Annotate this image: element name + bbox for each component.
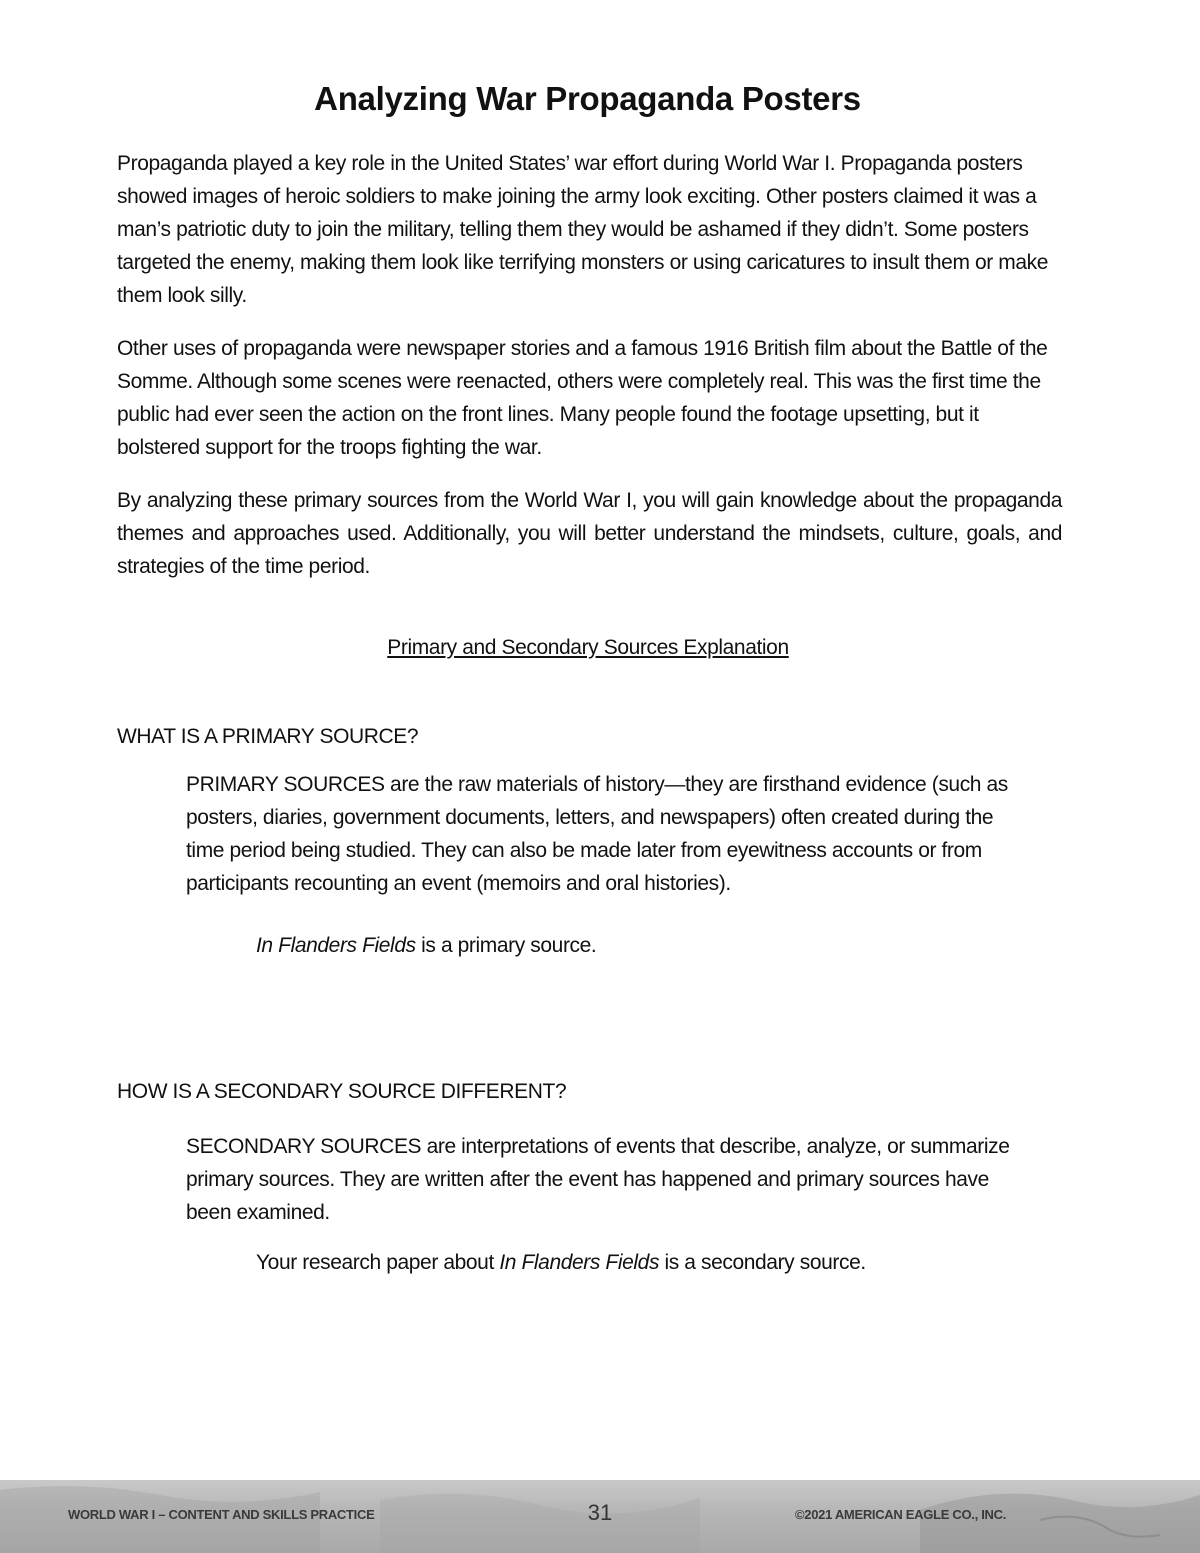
primary-example-text: is a primary source. xyxy=(415,934,597,957)
footer-band xyxy=(0,1480,1200,1553)
footer-series-title: WORLD WAR I – CONTENT AND SKILLS PRACTICE xyxy=(68,1507,375,1522)
secondary-example-pre: Your research paper about xyxy=(256,1251,500,1274)
footer-copyright: ©2021 AMERICAN EAGLE CO., INC. xyxy=(795,1507,1007,1522)
intro-paragraph-3: By analyzing these primary sources from the World War I, you will gain knowledge about the propaganda themes and approaches used. Additionally, you will better understand the mindsets, culture, goals, and strategies of the time period. xyxy=(117,489,1062,578)
primary-definition: PRIMARY SOURCES are the raw materials of history—they are firsthand evidence (such as posters, diaries, government documents, letters, and newspapers) often created during the time period being studied. They can also be made later from eyewitness accounts or from participants recounting an event (memoirs and oral histories). xyxy=(186,773,1008,895)
section-title: Primary and Secondary Sources Explanation xyxy=(387,636,789,659)
primary-example xyxy=(256,934,596,958)
secondary-example xyxy=(256,1251,866,1275)
intro-paragraph-2: Other uses of propaganda were newspaper stories and a famous 1916 British film about the Battle of the Somme. Although some scenes were reenacted, others were completely real. This was the first time the public had ever seen the action on the front lines. Many people found the footage upsetting, but it bolstered support for the troops fighting the war. xyxy=(117,337,1048,459)
page-number: 31 xyxy=(587,1500,613,1525)
secondary-question: HOW IS A SECONDARY SOURCE DIFFERENT? xyxy=(117,1080,567,1103)
primary-question: WHAT IS A PRIMARY SOURCE? xyxy=(117,725,419,748)
intro-paragraph-1: Propaganda played a key role in the United States’ war effort during World War I. Propaganda posters showed images of heroic soldiers to make joining the army look exciting. Other posters claimed it was a man’s patriotic duty to join the military, telling them they would be ashamed if they didn’t. Some posters targeted the enemy, making them look like terrifying monsters or using caricatures to insult them or make them look silly. xyxy=(117,152,1049,307)
primary-example-title: In Flanders Fields xyxy=(256,934,416,957)
page-title: Analyzing War Propaganda Posters xyxy=(314,80,861,117)
secondary-definition: SECONDARY SOURCES are interpretations of events that describe, analyze, or summarize primary sources. They are written after the event has happened and primary sources have been examined. xyxy=(186,1135,1010,1224)
secondary-example-title: In Flanders Fields xyxy=(499,1251,660,1274)
secondary-example-text: is a secondary source. xyxy=(659,1251,866,1274)
